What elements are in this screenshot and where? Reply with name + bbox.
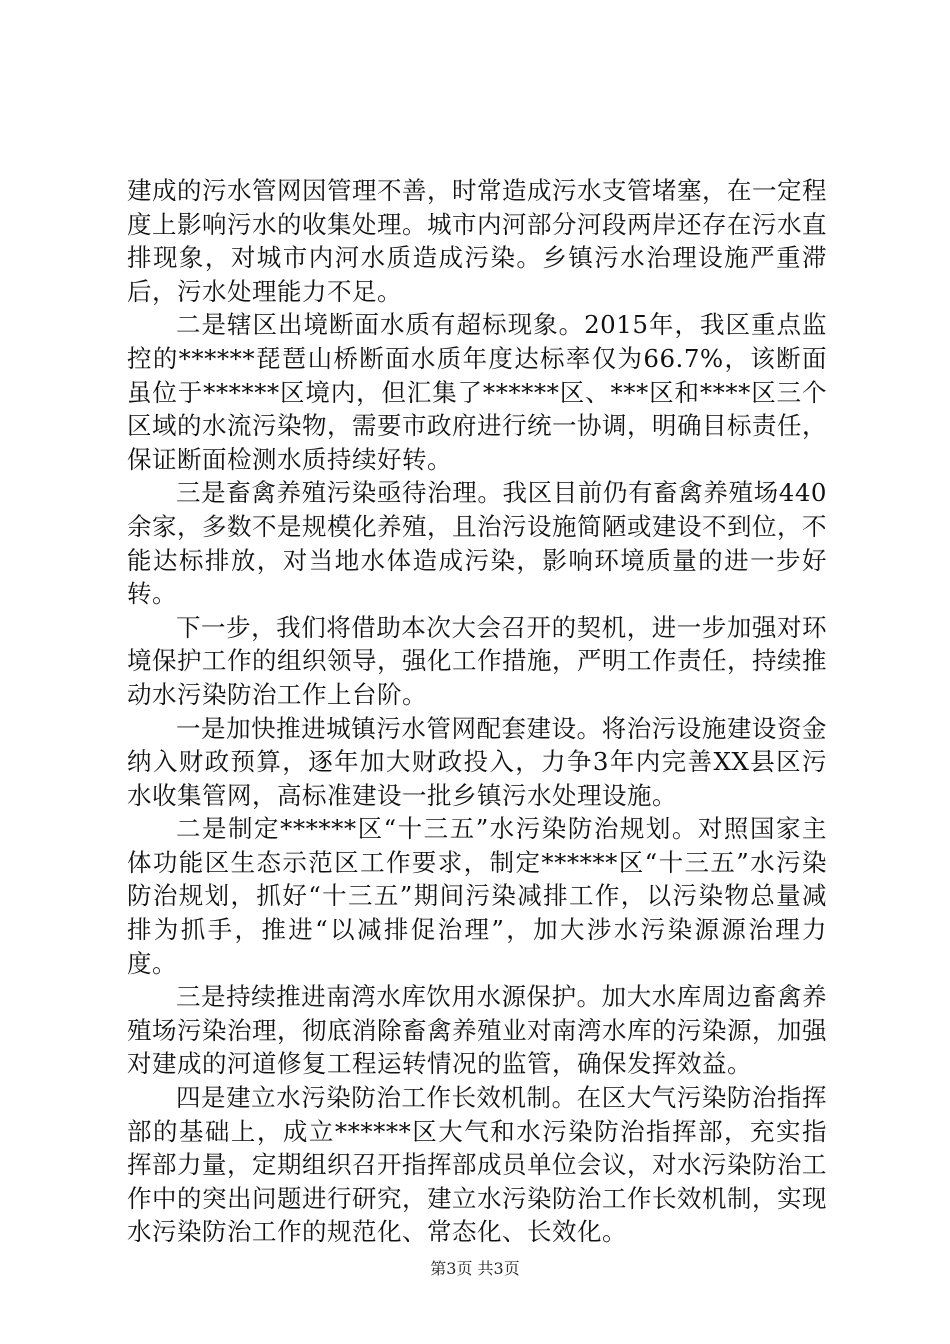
paragraph-next-steps: 下一步，我们将借助本次大会召开的契机，进一步加强对环境保护工作的组织领导，强化工作措施，严明工作责任，持续推动水污染防治工作上台阶。 <box>127 612 827 709</box>
paragraph-outbound-water-quality: 二是辖区出境断面水质有超标现象。2015年，我区重点监控的******琵琶山桥断面水质年度达标率仅为66.7%，该断面虽位于******区境内，但汇集了******区、***区和****区三个区域的水流污染物，需要市政府进行统一协调，明确目标责任，保证断面检测水质持续好转。 <box>127 310 827 474</box>
paragraph-livestock-pollution: 三是畜禽养殖污染亟待治理。我区目前仍有畜禽养殖场440余家，多数不是规模化养殖，且治污设施简陋或建设不到位，不能达标排放，对当地水体造成污染，影响环境质量的进一步好转。 <box>127 478 827 609</box>
paragraph-long-term-mechanism: 四是建立水污染防治工作长效机制。在区大气污染防治指挥部的基础上，成立******区大气和水污染防治指挥部，充实指挥部力量，定期组织召开指挥部成员单位会议，对水污染防治工作中的突出问题进行研究，建立水污染防治工作长效机制，实现水污染防治工作的规范化、常态化、长效化。 <box>127 1083 827 1247</box>
paragraph-sewage-network: 一是加快推进城镇污水管网配套建设。将治污设施建设资金纳入财政预算，逐年加大财政投入，力争3年内完善XX县区污水收集管网，高标准建设一批乡镇污水处理设施。 <box>127 713 827 810</box>
document-body <box>127 174 827 1249</box>
page-number-footer: 第3页 共3页 <box>430 1259 520 1278</box>
paragraph-five-year-plan: 二是制定******区“十三五”水污染防治规划。对照国家主体功能区生态示范区工作要求，制定******区“十三五”水污染防治规划，抓好“十三五”期间污染减排工作，以污染物总量减排为抓手，推进“以减排促治理”，加大涉水污染源源治理力度。 <box>127 814 827 978</box>
paragraph-continuation: 建成的污水管网因管理不善，时常造成污水支管堵塞，在一定程度上影响污水的收集处理。城市内河部分河段两岸还存在污水直排现象，对城市内河水质造成污染。乡镇污水治理设施严重滞后，污水处理能力不足。 <box>127 176 827 306</box>
paragraph-reservoir-protection: 三是持续推进南湾水库饮用水源保护。加大水库周边畜禽养殖场污染治理，彻底消除畜禽养殖业对南湾水库的污染源，加强对建成的河道修复工程运转情况的监管，确保发挥效益。 <box>127 982 827 1079</box>
